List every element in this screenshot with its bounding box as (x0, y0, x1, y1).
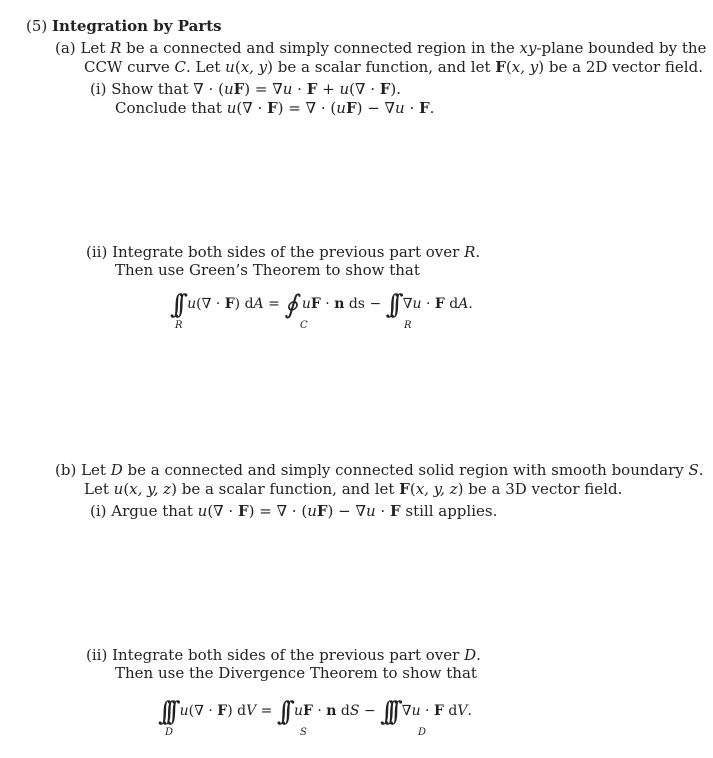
part-b-ii-line-2: Then use the Divergence Theorem to show that (115, 664, 477, 682)
part-b-line-1 (55, 461, 704, 480)
var: u (365, 502, 376, 520)
text: still applies. (400, 502, 498, 520)
var: x, y (240, 58, 268, 76)
var: u (339, 80, 350, 98)
part-a-label: (a) (55, 39, 76, 57)
var: x, y, z (129, 480, 172, 498)
section-title: Integration by Parts (52, 17, 222, 35)
vector: F (379, 80, 391, 98)
part-a-i-line-2 (115, 99, 434, 118)
text: ( (409, 480, 416, 498)
var: u (293, 703, 303, 719)
text: ) be a 3D vector field. (457, 480, 623, 498)
integral-subscript: R (175, 320, 183, 331)
text: . (467, 703, 472, 719)
vector: F (237, 502, 249, 520)
var: u (197, 502, 208, 520)
vector: F (302, 703, 313, 719)
var: u (412, 296, 422, 312)
var: V (457, 703, 468, 719)
text: ) d (227, 703, 247, 719)
text: Let (80, 39, 111, 57)
vector: F (434, 296, 445, 312)
integral-subscript: D (418, 727, 427, 738)
triple-integral-symbol: ∫∫∫ (158, 697, 172, 727)
text: be a connected and simply connected solid region with smooth boundary (122, 461, 689, 479)
var: u (411, 703, 421, 719)
vector: F (217, 703, 228, 719)
section-heading (26, 17, 222, 36)
text: ( (123, 480, 130, 498)
var: u (187, 296, 197, 312)
double-integral-symbol: ∫∫ (385, 290, 395, 320)
var: xy (519, 39, 537, 57)
text: . (475, 243, 481, 261)
var: D (110, 461, 123, 479)
vector: F (224, 296, 235, 312)
text: ( (505, 58, 512, 76)
text: ) be a scalar function, and let (267, 58, 496, 76)
var: u (307, 502, 317, 520)
section-number: (5) (26, 17, 48, 35)
text: · (420, 703, 434, 719)
text: . (476, 646, 481, 664)
vector: F (495, 58, 506, 76)
text: · (404, 99, 420, 117)
var: u (179, 703, 189, 719)
text: ) be a 2D vector field. (538, 58, 703, 76)
text: ) = ∇ · ( (248, 502, 308, 520)
text: Conclude that (115, 99, 227, 117)
var: x, y, z (415, 480, 458, 498)
vector: n (334, 296, 345, 312)
var: u (395, 99, 405, 117)
text: ) be a scalar function, and let (171, 480, 400, 498)
text: (∇ · (196, 296, 225, 312)
part-b-line-2 (84, 480, 622, 499)
text: + (317, 80, 340, 98)
text: . (468, 296, 473, 312)
part-b-i-line-1 (90, 502, 497, 521)
divergence-equation (158, 694, 472, 727)
text: Show that ∇ · ( (111, 80, 224, 98)
text: ∇ (401, 703, 412, 719)
part-a-i-label: (i) (90, 80, 107, 98)
text: be a connected and simply connected region in the (121, 39, 520, 57)
vector: F (310, 296, 321, 312)
text: (∇ · (236, 99, 268, 117)
text: · (320, 296, 335, 312)
integral-subscript: R (404, 320, 412, 331)
text: d (444, 296, 459, 312)
vector: F (419, 99, 430, 117)
vector: n (326, 703, 337, 719)
part-b-ii-label: (ii) (86, 646, 108, 664)
vector: F (233, 80, 245, 98)
text: Integrate both sides of the previous part over (112, 646, 465, 664)
text: ) − ∇ (327, 502, 366, 520)
contour-integral-symbol: ∮ (284, 290, 298, 320)
part-b-i-label: (i) (90, 502, 107, 520)
text: ∇ (402, 296, 413, 312)
text: ds − (344, 296, 386, 312)
part-b-ii-line-1 (86, 646, 481, 665)
text: = (256, 703, 277, 719)
text: ). (390, 80, 402, 98)
text: Let (81, 461, 111, 479)
text: · (421, 296, 435, 312)
var: C (174, 58, 186, 76)
double-integral-symbol: ∫∫ (276, 697, 286, 727)
var: S (349, 703, 360, 719)
var: V (246, 703, 257, 719)
text: ) = ∇ · ( (277, 99, 337, 117)
var: u (226, 99, 237, 117)
var: A (253, 296, 264, 312)
text: = (263, 296, 285, 312)
vector: F (306, 80, 318, 98)
vector: F (267, 99, 278, 117)
var: u (282, 80, 293, 98)
integral-subscript: S (300, 727, 307, 738)
part-a-ii-line-2: Then use Green’s Theorem to show that (115, 261, 420, 279)
part-a-i-line-1 (90, 80, 401, 99)
integral-subscript: D (165, 727, 174, 738)
text: Argue that (111, 502, 198, 520)
var: u (225, 58, 235, 76)
text: Let (84, 480, 114, 498)
var: u (113, 480, 124, 498)
text: (∇ · (207, 502, 238, 520)
var: D (464, 646, 477, 664)
var: x, y (511, 58, 539, 76)
var: u (301, 296, 311, 312)
text: d (443, 703, 458, 719)
var: R (464, 243, 476, 261)
vector: F (389, 502, 401, 520)
text: Integrate both sides of the previous part over (112, 243, 465, 261)
text: . (429, 99, 435, 117)
part-a-line-2 (84, 58, 703, 77)
var: A (458, 296, 469, 312)
integral-subscript: C (300, 320, 308, 331)
text: CCW curve (84, 58, 175, 76)
text: ) = ∇ (244, 80, 283, 98)
text: ( (234, 58, 241, 76)
text: − (359, 703, 381, 719)
text: · (375, 502, 390, 520)
text: · (292, 80, 307, 98)
text: (∇ · (188, 703, 218, 719)
part-a-line-1 (55, 39, 706, 58)
part-b-label: (b) (55, 461, 77, 479)
double-integral-symbol: ∫∫ (170, 290, 180, 320)
part-a-ii-label: (ii) (86, 243, 108, 261)
text: -plane bounded by the (536, 39, 707, 57)
text: ) − ∇ (356, 99, 396, 117)
vector: F (433, 703, 444, 719)
var: R (110, 39, 122, 57)
text: · (312, 703, 327, 719)
part-a-ii-line-1 (86, 243, 480, 262)
var: u (336, 99, 346, 117)
triple-integral-symbol: ∫∫∫ (380, 697, 394, 727)
vector: F (399, 480, 410, 498)
text: ) d (234, 296, 254, 312)
vector: F (316, 502, 328, 520)
vector: F (345, 99, 357, 117)
var: S (688, 461, 699, 479)
text: . Let (185, 58, 226, 76)
text: d (336, 703, 350, 719)
text: (∇ · (349, 80, 380, 98)
text: . (698, 461, 704, 479)
greens-equation (170, 287, 473, 320)
var: u (223, 80, 234, 98)
